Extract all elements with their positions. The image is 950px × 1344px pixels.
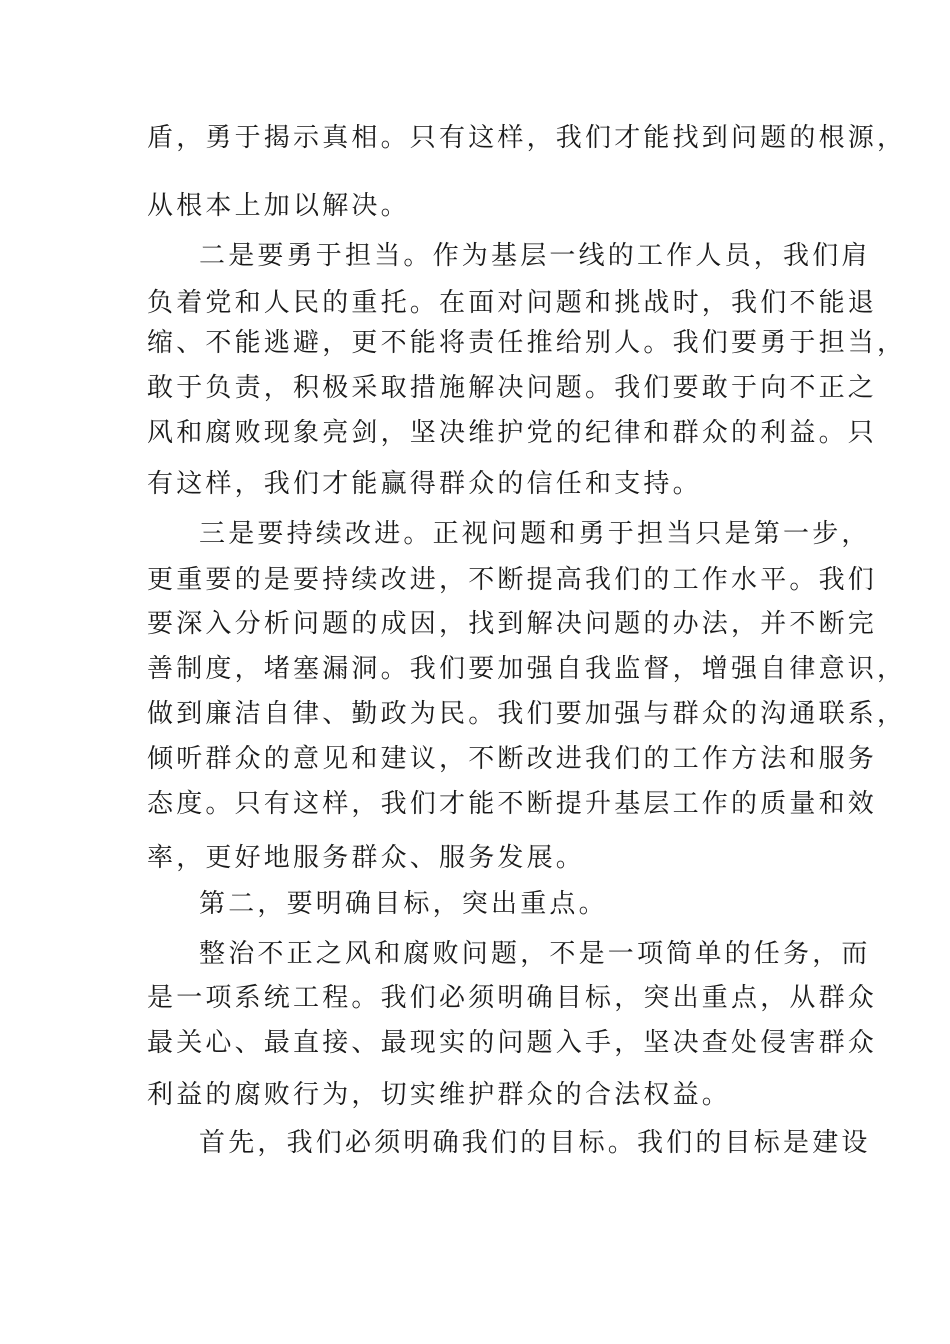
text-line: 利益的腐败行为，切实维护群众的合法权益。 <box>147 1080 732 1110</box>
text-line: 负着党和人民的重托。在面对问题和挑战时，我们不能退 <box>147 288 878 318</box>
text-line: 敢于负责，积极采取措施解决问题。我们要敢于向不正之 <box>147 373 878 403</box>
paragraph-start-line: 三是要持续改进。正视问题和勇于担当只是第一步， <box>199 519 871 549</box>
text-line: 善制度，堵塞漏洞。我们要加强自我监督，增强自律意识， <box>147 654 907 684</box>
text-line: 要深入分析问题的成因，找到解决问题的办法，并不断完 <box>147 609 878 639</box>
text-line: 有这样，我们才能赢得群众的信任和支持。 <box>147 469 702 499</box>
paragraph-start-line: 首先，我们必须明确我们的目标。我们的目标是建设 <box>199 1128 871 1158</box>
text-line: 最关心、最直接、最现实的问题入手，坚决查处侵害群众 <box>147 1028 878 1058</box>
paragraph-start-line: 二是要勇于担当。作为基层一线的工作人员，我们肩 <box>199 241 871 271</box>
text-line: 从根本上加以解决。 <box>147 191 410 221</box>
text-line: 缩、不能逃避，更不能将责任推给别人。我们要勇于担当， <box>147 328 907 358</box>
paragraph-start-line: 整治不正之风和腐败问题，不是一项简单的任务，而 <box>199 939 871 969</box>
text-line: 盾，勇于揭示真相。只有这样，我们才能找到问题的根源， <box>147 123 907 153</box>
text-line: 态度。只有这样，我们才能不断提升基层工作的质量和效 <box>147 789 878 819</box>
text-line: 风和腐败现象亮剑，坚决维护党的纪律和群众的利益。只 <box>147 418 878 448</box>
text-line: 更重要的是要持续改进，不断提高我们的工作水平。我们 <box>147 565 878 595</box>
section-heading: 第二，要明确目标，突出重点。 <box>199 889 608 919</box>
text-line: 倾听群众的意见和建议，不断改进我们的工作方法和服务 <box>147 744 878 774</box>
text-line: 做到廉洁自律、勤政为民。我们要加强与群众的沟通联系， <box>147 699 907 729</box>
text-line: 率，更好地服务群众、服务发展。 <box>147 843 586 873</box>
text-line: 是一项系统工程。我们必须明确目标，突出重点，从群众 <box>147 983 878 1013</box>
